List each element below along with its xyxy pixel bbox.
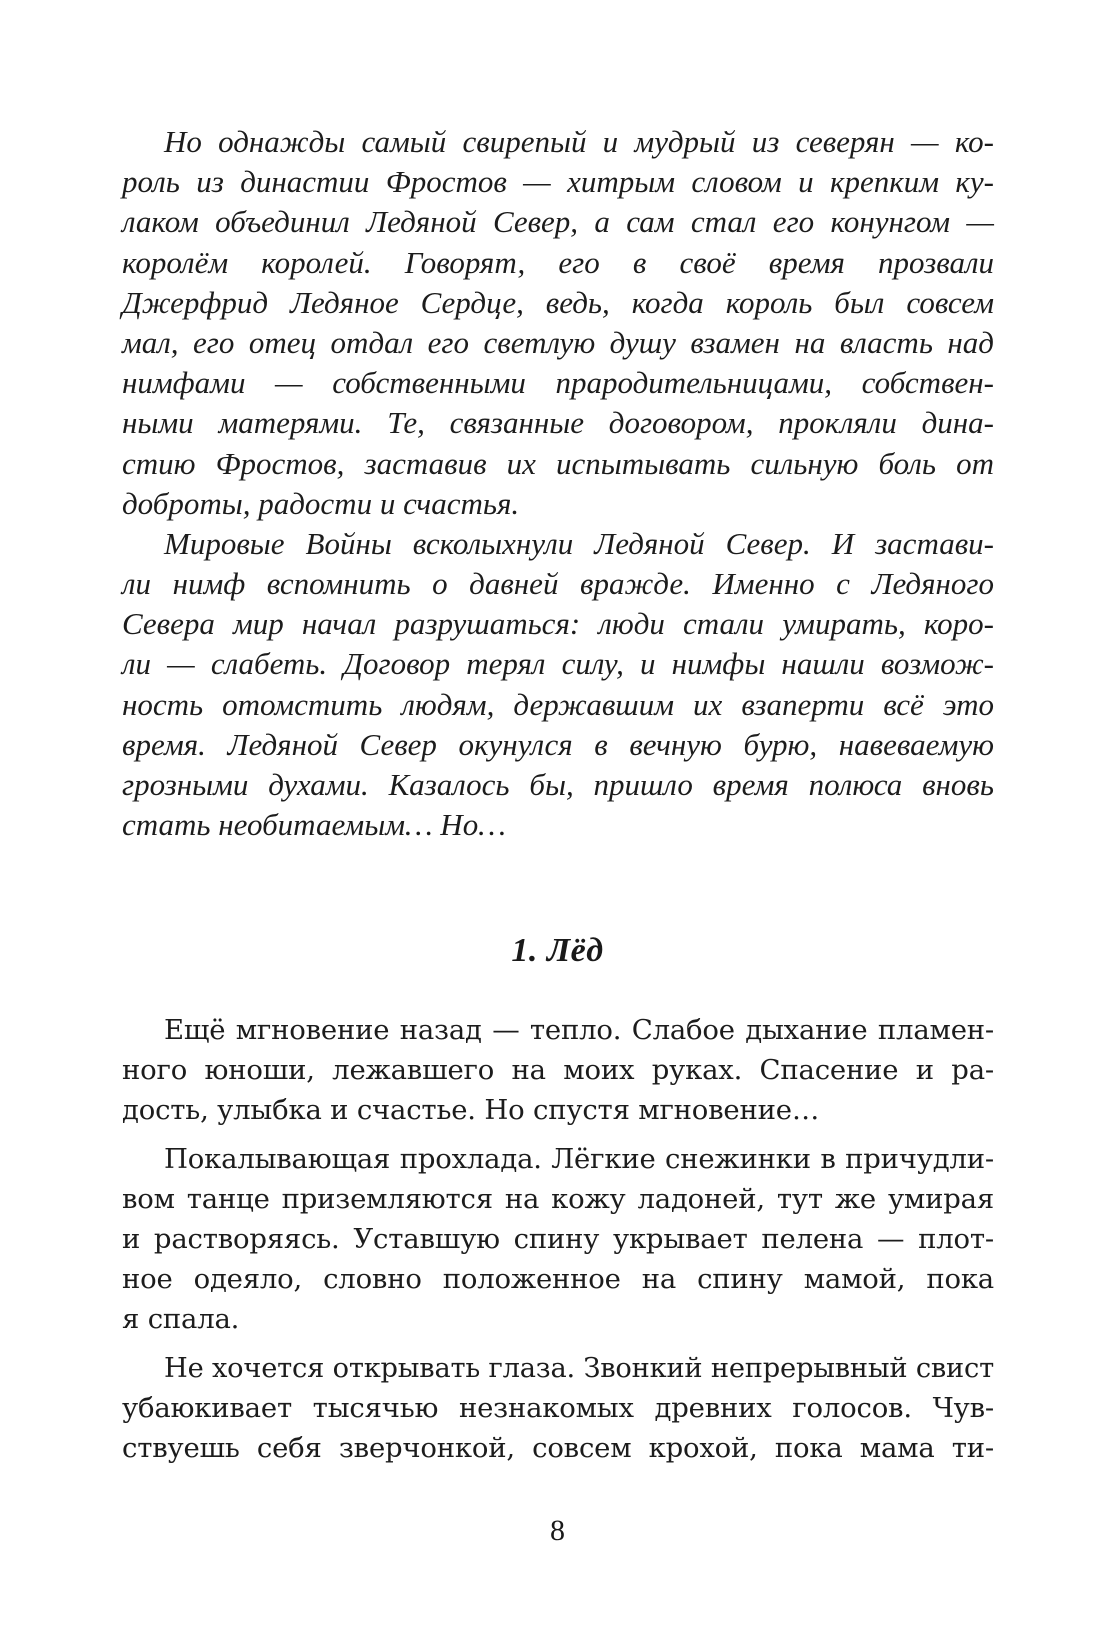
text-line: Покалывающая прохлада. Лёгкие снежинки в причудли- xyxy=(164,1142,994,1175)
text-line: и растворяясь. Уставшую спину укрывает пелена — плот- xyxy=(122,1222,994,1255)
prologue-text xyxy=(122,122,994,845)
chapter-text xyxy=(122,1010,994,1468)
text-line: вом танце приземляются на кожу ладоней, тут же умирая xyxy=(122,1182,994,1215)
text-line: королём королей. Говорят, его в своё время прозвали xyxy=(122,244,994,280)
text-line: время. Ледяной Север окунулся в вечную бурю, навеваемую xyxy=(122,726,994,762)
chapter-title: 1. Лёд xyxy=(511,932,604,969)
text-line: Джерфрид Ледяное Сердце, ведь, когда король был совсем xyxy=(122,284,994,320)
text-line: роль из династии Фростов — хитрым словом и крепким ку- xyxy=(122,164,994,200)
page-number: 8 xyxy=(550,1514,565,1547)
text-line: грозными духами. Казалось бы, пришло время полюса вновь xyxy=(122,767,994,802)
text-line: Ещё мгновение назад — тепло. Слабое дыхание пламен- xyxy=(164,1014,994,1046)
text-line: убаюкивает тысячью незнакомых древних голосов. Чув- xyxy=(122,1391,994,1424)
text-line: ствуешь себя зверчонкой, совсем крохой, пока мама ти- xyxy=(122,1431,994,1464)
text-line: Но однажды самый свирепый и мудрый из северян — ко- xyxy=(164,124,994,159)
text-line: ными матерями. Те, связанные договором, прокляли дина- xyxy=(122,405,994,441)
text-line: Не хочется открывать глаза. Звонкий непрерывный свист xyxy=(164,1351,994,1384)
text-line: доброты, радости и счастья. xyxy=(122,485,520,521)
text-line: я спала. xyxy=(122,1303,240,1336)
text-line: ность отомстить людям, державшим их взаперти всё это xyxy=(122,686,994,722)
text-line: дость, улыбка и счастье. Но спустя мгновение… xyxy=(122,1094,820,1127)
text-line: ного юноши, лежавшего на моих руках. Спасение и ра- xyxy=(122,1054,994,1087)
text-line: Севера мир начал разрушаться: люди стали умирать, коро- xyxy=(122,606,994,642)
text-line: нимфами — собственными прародительницами, собствен- xyxy=(122,365,994,401)
text-line: стию Фростов, заставив их испытывать сильную боль от xyxy=(122,445,994,481)
text-line: стать необитаемым… Но… xyxy=(122,807,506,843)
text-line: лаком объединил Ледяной Север, а сам стал его конунгом — xyxy=(122,204,994,240)
text-line: ли нимф вспомнить о давней вражде. Именно с Ледяного xyxy=(122,566,994,602)
text-line: ли — слабеть. Договор терял силу, и нимфы нашли возмож- xyxy=(122,646,994,682)
text-line: Мировые Войны всколыхнули Ледяной Север. И застави- xyxy=(164,525,994,561)
text-line: ное одеяло, словно положенное на спину мамой, пока xyxy=(122,1263,994,1296)
text-line: мал, его отец отдал его светлую душу взамен на власть над xyxy=(122,324,994,360)
